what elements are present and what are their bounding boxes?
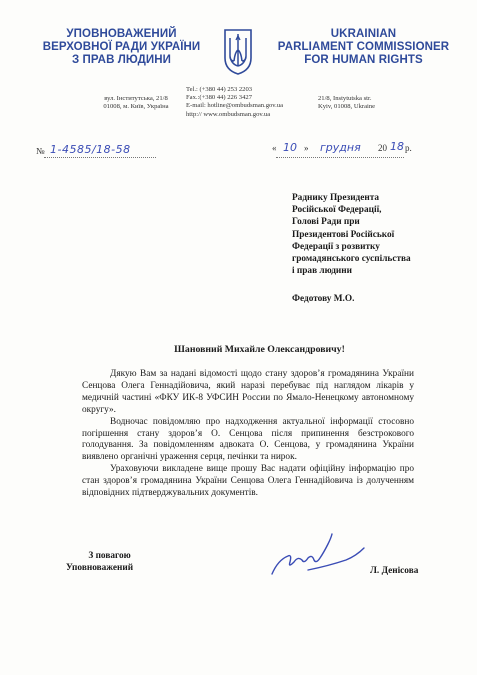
org-ua-line: ВЕРХОВНОЇ РАДИ УКРАЇНИ — [42, 41, 201, 53]
signer-name: Л. Денісова — [370, 566, 419, 576]
addressee-line: і прав людини — [292, 266, 352, 277]
org-en-line: PARLIAMENT COMMISSIONER — [277, 41, 450, 53]
addressee-line: громадянського суспільства — [292, 254, 411, 265]
closing-block — [66, 550, 133, 574]
org-en-line: FOR HUMAN RIGHTS — [304, 54, 423, 66]
org-ua-line: З ПРАВ ЛЮДИНИ — [71, 54, 172, 66]
contact-info — [186, 86, 294, 119]
addressee-line: Російської Федерації, — [292, 205, 382, 216]
handwritten-signature — [268, 530, 368, 580]
addressee-line: Голові Ради при — [292, 217, 360, 228]
trident-emblem-icon — [223, 28, 253, 76]
body-paragraph: Водночас повідомляю про надходження актуальної інформації стосовно погіршення стану здоров’я О. Сенцова після припинення безстрокового голодування. За повідомленням адвоката О. Сенцова, у громадянина України виявлено органічні ураження серця, печінки та нирок. — [82, 416, 414, 463]
date-underline — [276, 157, 404, 158]
address-line: Kyiv, 01008, Ukraine — [318, 103, 376, 111]
addressee-line: Президентові Російської — [292, 229, 395, 240]
greeting-text: Шановний Михайле Олександровичу! — [174, 344, 345, 355]
body-paragraph: Ураховуючи викладене вище прошу Вас надати офіційну інформацію про стан здоров’я громадянина України Сенцова Олега Геннадійовича із долученням відповідних підтверджувальних документів. — [82, 464, 414, 499]
website-line: http:// www.ombudsman.gov.ua — [186, 110, 271, 118]
fax-line: Fax.:(+380 44) 226 3427 — [186, 94, 252, 102]
registration-underline — [44, 157, 156, 158]
org-name-english — [276, 28, 451, 67]
closing-title: Уповноважений — [66, 563, 134, 573]
addressee-block — [292, 192, 462, 277]
org-ua-line: УПОВНОВАЖЕНИЙ — [66, 28, 177, 40]
registration-number: 1-4585/18-58 — [50, 143, 131, 156]
date-month: грудня — [320, 141, 361, 154]
registration-prefix: № — [36, 146, 45, 156]
letter-body — [82, 369, 414, 500]
date-year-prefix: 20 — [378, 143, 387, 153]
address-ukrainian — [86, 95, 186, 111]
addressee-name: Федотову М.О. — [292, 294, 355, 304]
email-line: E-mail: hotline@ombudsman.gov.ua — [186, 102, 284, 110]
addressee-line: Федерації з розвитку — [292, 241, 380, 252]
date-year-label: р. — [405, 143, 412, 153]
address-line: 21/8, Instytutska str. — [318, 95, 372, 102]
address-line: 01008, м. Київ, Україна — [103, 103, 169, 111]
phone-line: Tel.: (+380 44) 253 2203 — [186, 86, 253, 93]
date-year-suffix: 18 — [390, 140, 404, 153]
closing-regards: З повагою — [88, 551, 131, 561]
greeting — [0, 344, 477, 355]
date-day: 10 — [283, 141, 297, 154]
body-paragraph: Дякую Вам за надані відомості щодо стану здоров’я громадянина України Сенцова Олега Геннадійовича, який наразі перебуває під наглядом лікарів у медичній частині «ФКУ ИК-8 УФСИН России по Ямало-Ненецкому автономному округу». — [82, 369, 414, 415]
org-name-ukrainian — [34, 28, 209, 67]
date-close-quote: » — [304, 143, 309, 153]
addressee-line: Раднику Президента — [292, 193, 380, 203]
address-english — [318, 95, 428, 111]
date-open-quote: « — [272, 143, 277, 153]
address-line: вул. Інститутська, 21/8 — [104, 95, 168, 102]
org-en-line: UKRAINIAN — [330, 28, 397, 40]
